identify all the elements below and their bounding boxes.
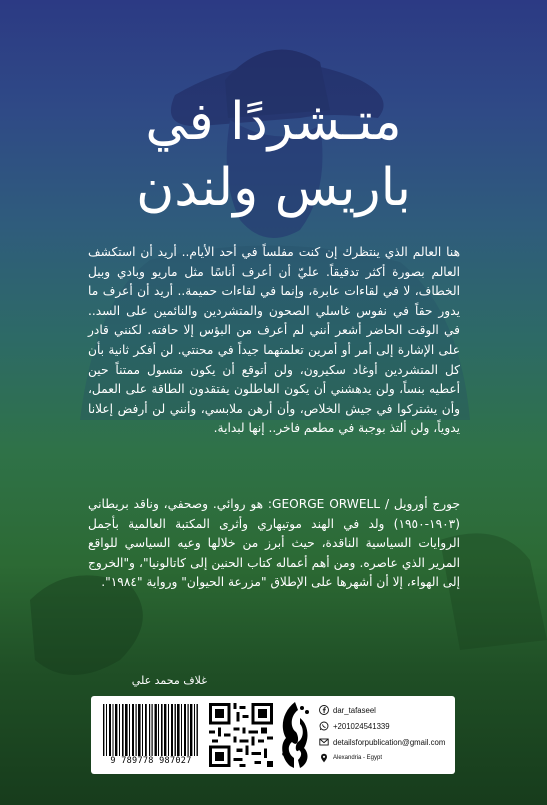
book-blurb: هنا العالم الذي ينتظرك إن كنت مفلساً في أحد الأيام.. أريد أن استكشف العالم بصورة أكثر تدقيقاً. عليّ أن أعرف أناسًا مثل ماريو وبادي وبيل الخطاف، لا في لقاءات عابرة، وإنما في لقاءات حميمة.. أريد أن أعرف ما يدور حقاً في نفوس غاسلي الصحون والمتشردين والنائمين على السد.. في الوقت الحاضر أشعر أنني لم أعرف من البؤس إلا حافته. لكنني قادر على الإشارة إلى أمر أو أمرين تعلمتهما جيداً في محنتي. لن أفكر ثانية بأن كل المتشردين أوغاد سكيرون، ولن أتوقع أن يكون متسول ممتناً حين أعطيه بنساً، ولن يدهشني أن يكون العاطلون يفتقدون الطاقة على العمل، وأن يشتركوا في جيش الخلاص، وأن أرهن ملابسي، وأنني لن أرفض إعلانا يدوياً، ولن ألتذ بوجبة في مطعم فاخر.. إنها لبداية.	[88, 245, 460, 436]
book-title-line-2: باريس ولندن	[136, 158, 411, 218]
contact-whatsapp	[319, 718, 451, 734]
contact-location-text: Alexandria - Egypt	[333, 755, 383, 761]
contact-location	[319, 750, 451, 766]
contact-facebook-text: dar_tafaseel	[333, 705, 376, 715]
whatsapp-icon	[319, 721, 329, 731]
publisher-panel	[91, 696, 455, 774]
email-icon	[319, 737, 329, 747]
publisher-contacts	[319, 702, 451, 766]
location-icon	[319, 753, 329, 763]
qr-code	[209, 703, 273, 767]
isbn-number: 9 789778 987027	[99, 756, 203, 766]
contact-facebook	[319, 702, 451, 718]
cover-designer-credit: غلاف محمد علي	[131, 674, 207, 687]
contact-email	[319, 734, 451, 750]
author-bio: جورج أورويل / GEORGE ORWELL: هو روائي. وصحفي، وناقد بريطاني (١٩٠٣-١٩٥٠) ولد في الهند موتيهاري وأثرى المكتبة العالمية بأجمل الروايات السياسية الناقدة، حيث أبرز من خلالها وعيه السياسي للواقع المرير الذي عاصره. ومن أهم أعماله كتاب الحنين إلى كاتالونيا"، و"الخروج إلى الهواء، إلا أن أشهرها على الإطلاق "مزرعة الحيوان" ورواية "١٩٨٤".	[88, 497, 461, 590]
contact-whatsapp-text: +201024541339	[333, 721, 390, 731]
contact-email-text: detailsforpublication@gmail.com	[333, 737, 446, 747]
book-title-line-1: متـشردًا في	[145, 92, 402, 152]
facebook-icon	[319, 705, 329, 715]
publisher-logo	[272, 698, 318, 772]
